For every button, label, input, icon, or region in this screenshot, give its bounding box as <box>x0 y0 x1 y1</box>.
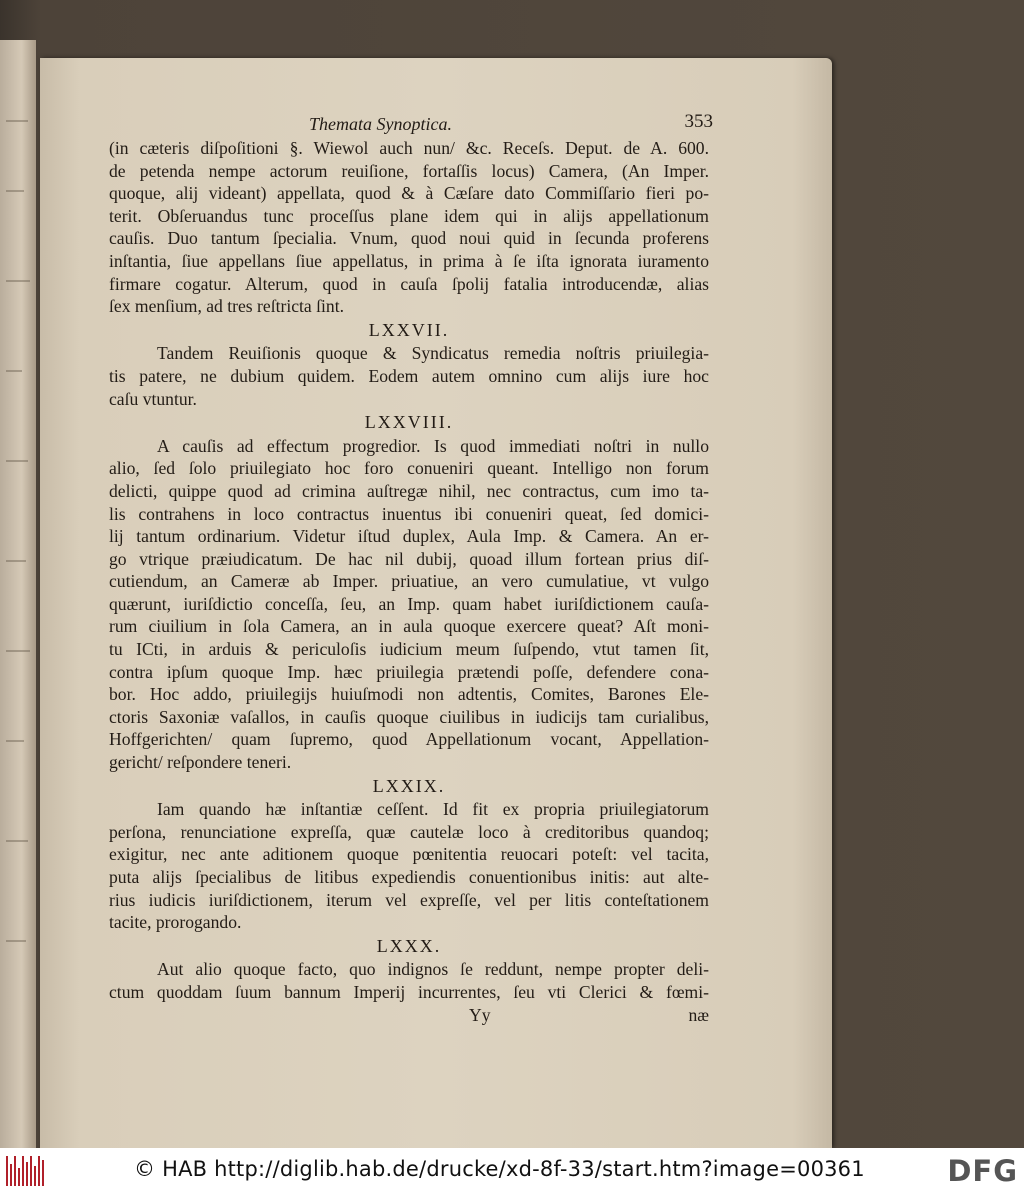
text-line: de petenda nempe actorum reuiſione, fortaſſis locus) Camera, (An Imper. <box>109 160 709 181</box>
section-heading-78: LXXVIII. <box>364 412 454 433</box>
text-line: lis contrahens in loco contractus inuentus ibi conueniri queat, ſed domici- <box>109 503 709 524</box>
text-line: ctoris Saxoniæ vaſallos, in cauſis quoque ciuilibus in iudicijs tam curialibus, <box>109 706 709 727</box>
text-line: A cauſis ad effectum progredior. Is quod immediati noſtri in nullo <box>157 435 709 456</box>
page-text-block <box>109 111 713 1028</box>
paragraph-78 <box>109 435 709 774</box>
text-line: Iam quando hæ inſtantiæ ceſſent. Id fit ex propria priuilegiatorum <box>157 799 709 820</box>
text-line: ctum quoddam ſuum bannum Imperij incurrentes, ſeu vti Clerici & fœmi- <box>109 981 709 1002</box>
text-line: cutiendum, an Cameræ ab Imper. priuatiue, an vero cumulatiue, vt vulgo <box>109 571 709 592</box>
text-line: firmare cogatur. Alterum, quod in cauſa ſpolij fatalia introducendæ, alias <box>109 273 709 294</box>
running-head <box>109 111 713 137</box>
text-line: quærunt, iuriſdictio conceſſa, ſeu, an Imp. quam habet iuriſdictionem cauſa- <box>109 593 709 614</box>
text-line: contra ipſum quoque Imp. hæc priuilegia prætendi poſſe, defendere cona- <box>109 661 709 682</box>
text-line: tacite, prorogando. <box>109 912 242 933</box>
page-number: 353 <box>684 111 713 132</box>
hab-barcode-logo-icon[interactable] <box>6 1156 46 1186</box>
text-line: alio, ſed ſolo priuilegiato hoc foro conueniri queant. Intelligo non forum <box>109 458 709 479</box>
text-line: inſtantia, ſiue appellans ſiue appellatus, in prima à ſe iſta ignorata iuramento <box>109 250 709 271</box>
catchword: næ <box>688 1004 709 1025</box>
text-line: delicti, quippe quod ad crimina auſtregæ nihil, nec contractus, cum imo ta- <box>109 480 709 501</box>
text-line: Hoffgerichten/ quam ſupremo, quod Appellationum vocant, Appellation- <box>109 729 709 750</box>
book-page <box>40 58 832 1148</box>
source-link[interactable]: © HAB http://diglib.hab.de/drucke/xd-8f-33/start.htm?image=00361 <box>134 1157 865 1181</box>
dfg-logo: DFG <box>947 1154 1018 1188</box>
text-line: lij tantum ordinarium. Videtur iſtud duplex, Aula Imp. & Camera. An er- <box>109 526 709 547</box>
page-footer-line <box>109 1004 709 1028</box>
section-heading-77: LXXVII. <box>368 319 450 340</box>
section-heading-79: LXXIX. <box>372 775 446 796</box>
paragraph-77 <box>109 342 709 410</box>
signature-mark: Yy <box>469 1004 491 1025</box>
text-line: (in cæteris diſpoſitioni §. Wiewol auch nun/ &c. Receſs. Deput. de A. 600. <box>109 138 709 158</box>
text-line: Tandem Reuiſionis quoque & Syndicatus remedia noſtris priuilegia- <box>157 343 709 364</box>
text-line: rum ciuilium in ſola Camera, an in aula quoque exercere queat? Aſt moni- <box>109 616 709 637</box>
paragraph-79 <box>109 798 709 934</box>
section-heading-80: LXXX. <box>376 935 442 956</box>
text-line: quoque, alij videant) appellata, quod & à Cæſare dato Commiſſario fieri po- <box>109 183 709 204</box>
text-line: rius iudicis iuriſdictionem, iterum vel expreſſe, vel per litis conteſtationem <box>109 889 709 910</box>
text-line: go vtrique præiudicatum. De hac nil dubij, quoad illum fortean prius diſ- <box>109 548 709 569</box>
text-line: terit. Obſeruandus tunc proceſſus plane idem qui in alijs appellationum <box>109 205 709 226</box>
text-line: ſex menſium, ad tres reſtricta ſint. <box>109 296 344 317</box>
paragraph-80 <box>109 958 709 1003</box>
paragraph-opening <box>109 137 709 318</box>
text-line: perſona, renunciatione expreſſa, quæ cautelæ loco à creditoribus quandoq; <box>109 821 709 842</box>
text-line: tis patere, ne dubium quidem. Eodem autem omnino cum alijs iure hoc <box>109 365 709 386</box>
text-line: exigitur, nec ante aditionem quoque pœnitentia reuocari poteſt: vel tacita, <box>109 844 709 865</box>
running-title: Themata Synoptica. <box>309 114 452 134</box>
text-line: tu ICti, in arduis & periculoſis iudicium meum ſuſpendo, vtut tamen ſit, <box>109 639 709 660</box>
text-line: gericht/ reſpondere teneri. <box>109 752 292 773</box>
text-line: cauſis. Duo tantum ſpecialia. Vnum, quod noui quid in ſecunda proferens <box>109 228 709 249</box>
previous-page-edge <box>0 40 36 1148</box>
viewer-footer <box>0 1148 1024 1194</box>
text-line: puta alijs ſpecialibus de litibus expediendis conuentionibus initis: aut alte- <box>109 867 709 887</box>
text-line: bor. Hoc addo, priuilegijs huiuſmodi non adtentis, Comites, Barones Ele- <box>109 684 709 705</box>
text-line: Aut alio quoque facto, quo indignos ſe reddunt, nempe propter deli- <box>157 959 709 980</box>
text-line: caſu vtuntur. <box>109 388 197 409</box>
